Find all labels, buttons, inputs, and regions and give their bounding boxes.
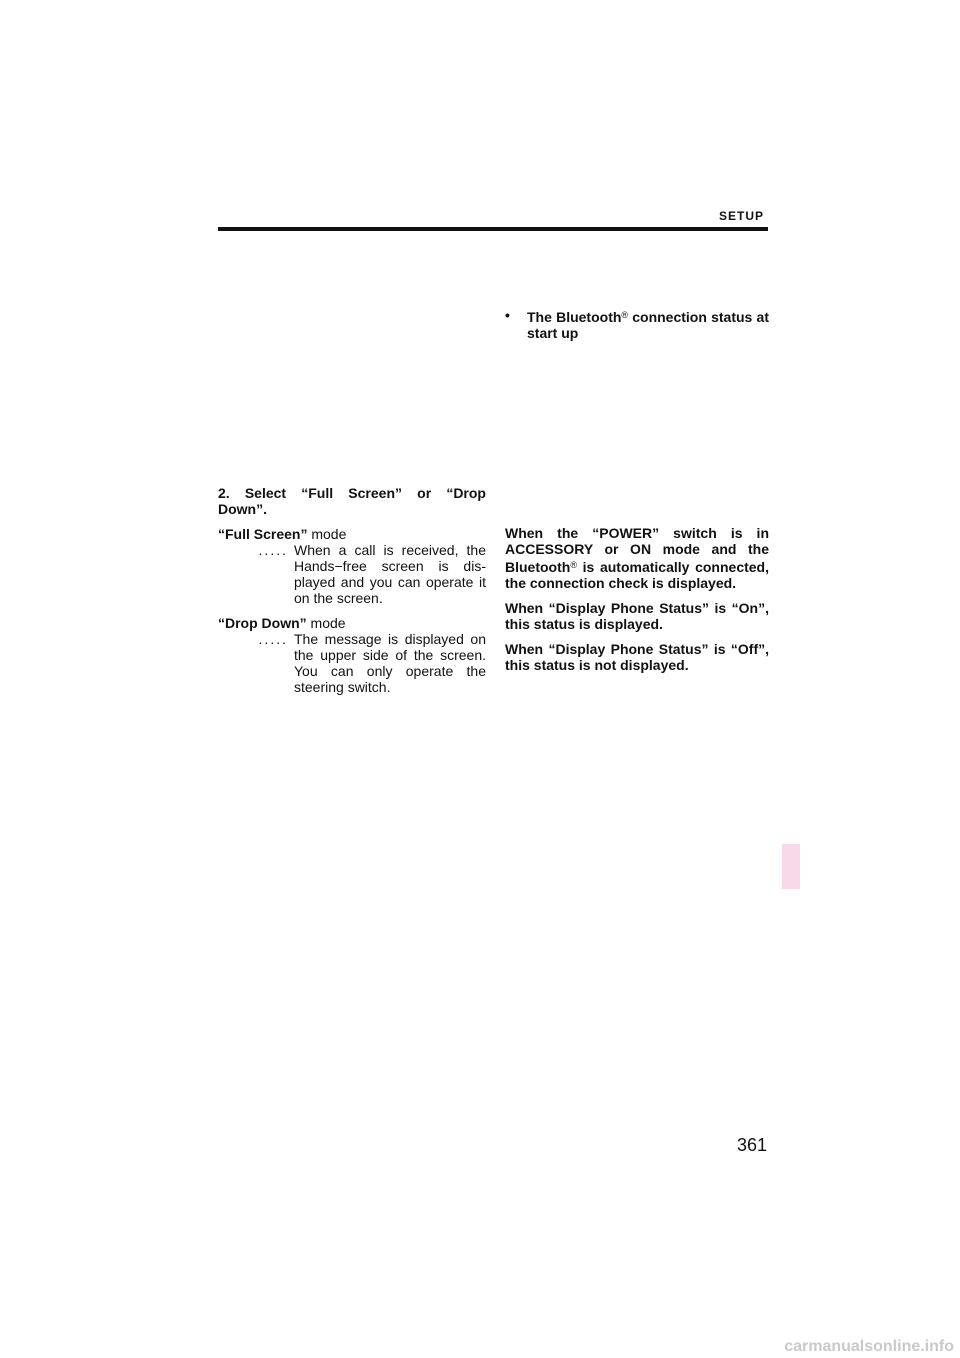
section-tab-marker xyxy=(782,844,800,889)
mode-description: The message is displayed on the upper side of the screen. You can only operate the steering switch. xyxy=(294,631,486,695)
mode-name: “Full Screen” xyxy=(218,526,308,542)
section-title: SETUP xyxy=(718,209,764,223)
mode-suffix: mode xyxy=(306,615,346,631)
paragraph-status-on: When “Display Phone Status” is “On”, this status is displayed. xyxy=(505,600,769,632)
registered-mark: ® xyxy=(570,560,577,570)
para-part: When the “POWER” switch is in ACCESSORY or ON mode and the Bluetooth xyxy=(505,525,769,575)
step-instruction-line1: 2. Select “Full Screen” or “Drop xyxy=(218,485,486,501)
paragraph-status-off: When “Display Phone Status” is “Off”, this status is not displayed. xyxy=(505,641,769,673)
leader-dots: ..... xyxy=(258,542,288,558)
mode-definition-full-screen xyxy=(218,542,486,606)
para-part: is automatically connected, the connection check is displayed. xyxy=(505,559,769,591)
heading-part: connection status at start up xyxy=(527,309,769,341)
header-rule xyxy=(218,227,768,231)
mode-title-drop-down xyxy=(218,615,486,631)
paragraph-power-switch xyxy=(505,525,769,591)
leader-dots: ..... xyxy=(258,631,288,647)
mode-definition-drop-down xyxy=(218,631,486,695)
heading-text xyxy=(527,307,769,341)
registered-mark: ® xyxy=(621,310,629,320)
heading-part: The Bluetooth xyxy=(527,309,622,325)
bullet-icon: • xyxy=(505,307,510,323)
mode-description: When a call is received, the Hands−free screen is dis-played and you can operate it on the screen. xyxy=(294,542,486,606)
mode-suffix: mode xyxy=(307,526,347,542)
right-column-body xyxy=(505,525,769,682)
page-number: 361 xyxy=(736,1135,767,1155)
step-instruction-line2: Down”. xyxy=(218,501,267,517)
watermark: carmanualsonline.info xyxy=(784,1338,954,1355)
mode-name: “Drop Down” xyxy=(218,615,307,631)
bluetooth-status-heading xyxy=(505,307,769,341)
mode-title-full-screen xyxy=(218,526,486,542)
left-column xyxy=(218,485,486,704)
